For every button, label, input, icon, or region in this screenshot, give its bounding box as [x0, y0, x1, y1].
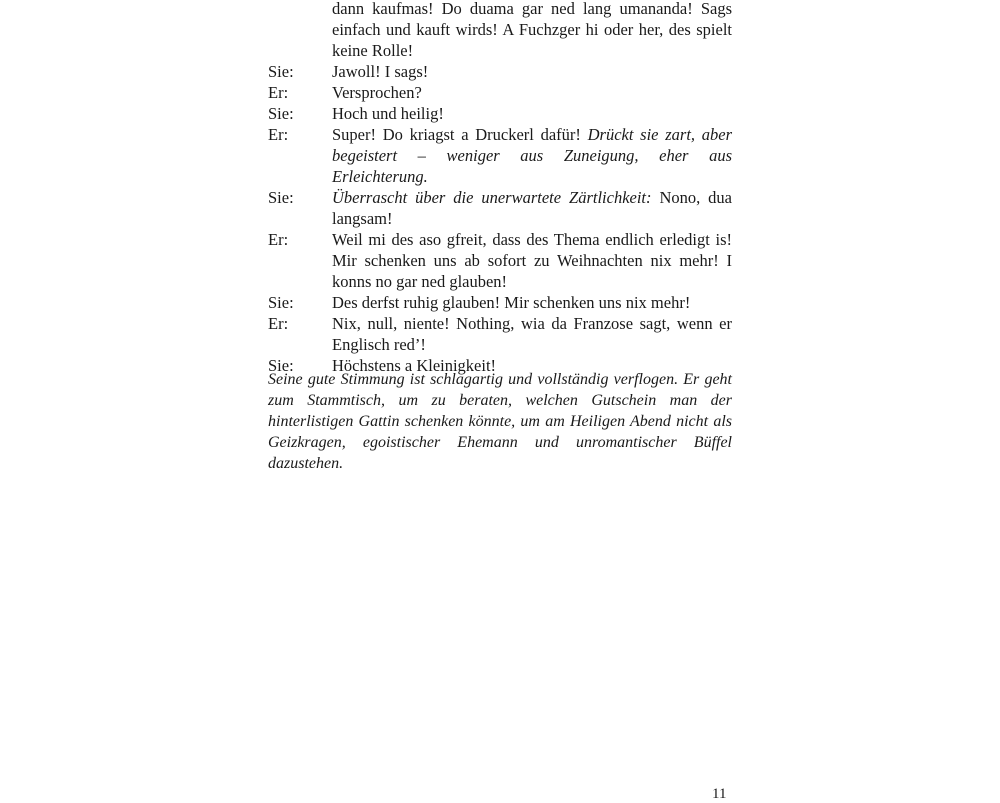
spoken-text: Hoch und heilig!: [332, 104, 444, 123]
spoken-text: dann kaufmas! Do duama gar ned lang umananda! Sags einfach und kauft wirds! A Fuchzger hi oder her, des spielt keine Rolle!: [332, 0, 732, 60]
spoken-text: Weil mi des aso gfreit, dass des Thema endlich erledigt is! Mir schenken uns ab sofort zu Weihnachten nix mehr! I konns no gar ned glauben!: [332, 230, 732, 291]
dialogue-line: [268, 103, 732, 124]
speaker-label: Er:: [268, 83, 289, 102]
speaker-label: Sie:: [268, 293, 294, 312]
spoken-text: Versprochen?: [332, 83, 422, 102]
speaker-label: Sie:: [268, 188, 294, 207]
stage-aside: Überrascht über die unerwartete Zärtlichkeit:: [332, 188, 652, 207]
speaker-label: Er:: [268, 314, 289, 333]
speaker-label: Sie:: [268, 62, 294, 81]
speaker-label: Sie:: [268, 356, 294, 375]
stage-aside: Drückt sie zart, aber begeistert – weniger aus Zuneigung, eher aus Erleichterung.: [332, 125, 732, 186]
speech-text: [332, 292, 732, 313]
spoken-text: Des derfst ruhig glauben! Mir schenken uns nix mehr!: [332, 293, 691, 312]
dialogue-line: [268, 229, 732, 292]
dialogue-block: [268, 0, 732, 376]
speech-text: [332, 124, 732, 187]
dialogue-line: [268, 124, 732, 187]
dialogue-line: [268, 292, 732, 313]
spoken-text: Super! Do kriagst a Druckerl dafür!: [332, 125, 588, 144]
speaker-label: [268, 0, 332, 61]
speech-text: [332, 103, 732, 124]
spoken-text: Jawoll! I sags!: [332, 62, 429, 81]
dialogue-line: [268, 187, 732, 229]
speaker-label: Er:: [268, 230, 289, 249]
speaker-label: Sie:: [268, 104, 294, 123]
spoken-text: Höchstens a Kleinigkeit!: [332, 356, 497, 375]
dialogue-line: [268, 61, 732, 82]
speech-text: [332, 61, 732, 82]
spoken-text: Nix, null, niente! Nothing, wia da Franzose sagt, wenn er Englisch red’!: [332, 314, 732, 354]
dialogue-line: [268, 82, 732, 103]
speech-text: [332, 0, 732, 61]
page-number: 11: [712, 786, 727, 802]
speech-text: [332, 313, 732, 355]
speech-text: [332, 82, 732, 103]
speech-text: [332, 229, 732, 292]
speaker-label: Er:: [268, 125, 289, 144]
stage-direction: Seine gute Stimmung ist schlagartig und vollständig verflogen. Er geht zum Stammtisch, um zu beraten, welchen Gutschein man der hinterlistigen Gattin schenken könnte, um am Heiligen Abend nicht als Geizkragen, egoistischer Ehemann und unromantischer Büffel dazustehen.: [268, 371, 732, 472]
dialogue-line: [268, 313, 732, 355]
spoken-text: Nono, dua langsam!: [332, 188, 732, 228]
speech-text: [332, 187, 732, 229]
dialogue-line: [268, 0, 732, 61]
